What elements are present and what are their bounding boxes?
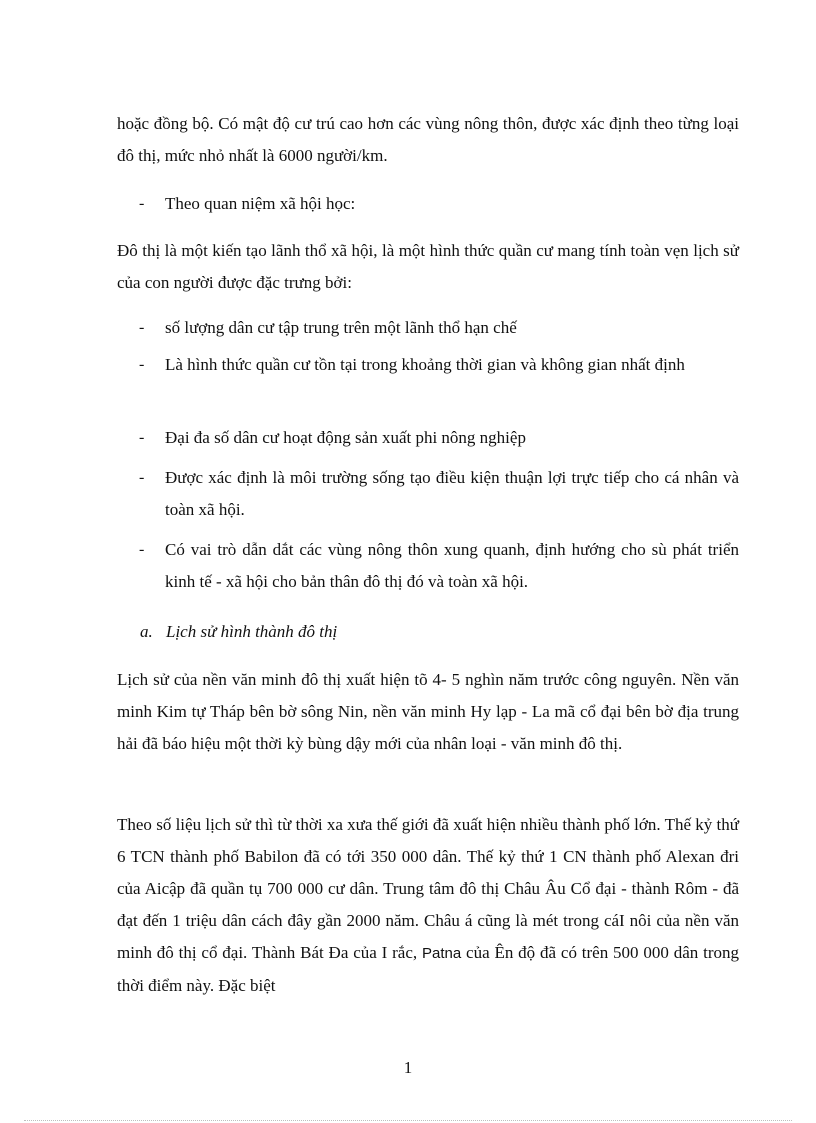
bullet-dash-icon: - [139,429,145,446]
bullet-dash-icon: - [139,319,145,336]
section-heading [140,616,337,648]
bullet-dash-icon: - [139,356,145,373]
page-bottom-divider [24,1120,792,1121]
bullet-dash-icon: - [139,195,145,212]
page-number: 1 [403,1058,413,1077]
bullet-text: Được xác định là môi trường sống tạo điều kiện thuận lợi trực tiếp cho cá nhân và toàn xã hội. [165,468,739,519]
bullet-text: Đại đa số dân cư hoạt động sản xuất phi nông nghiệp [165,428,526,447]
section-letter: a. [140,622,153,641]
paragraph-history: Lịch sử của nền văn minh đô thị xuất hiện tõ 4- 5 nghìn năm trước công nguyên. Nền văn minh Kim tự Tháp bên bờ sông Nin, nền văn minh Hy lạp - La mã cổ đại bên bờ địa trung hải đã báo hiệu một thời kỳ bùng dậy mới của nhân loại - văn minh đô thị. [117,670,739,753]
paragraph-density: hoặc đồng bộ. Có mật độ cư trú cao hơn các vùng nông thôn, được xác định theo từng loại đô thị, mức nhỏ nhất là 6000 người/km. [117,114,739,165]
paragraph-text: của Ên độ đã có trên 500 000 dân trong thời điểm này. Đặc biệt [117,943,739,995]
bullet-text: Là hình thức quần cư tồn tại trong khoảng thời gian và không gian nhất định [165,355,685,374]
paragraph-text: Theo số liệu lịch sử thì từ thời xa xưa thế giới đã xuất hiện nhiều thành phố lớn. Thế kỷ thứ 6 TCN thành phố Babilon đã có tới 350 000 dân. Thế kỷ thứ 1 CN thành phố Alexan đri của Aicập đã quần tụ 700 000 cư dân. Trung tâm đô thị Châu Âu Cổ đại - thành Rôm - đã đạt đến 1 triệu dân cách đây gần 2000 năm. Châu á cũng là mét trong cáI nôi của nền văn minh đô thị cổ đại. Thành Bát Đa của I rắc, [117,815,739,962]
paragraph-definition: Đô thị là một kiến tạo lãnh thổ xã hội, là một hình thức quần cư mang tính toàn vẹn lịch sử của con người được đặc trưng bởi: [117,241,739,292]
section-title: Lịch sử hình thành đô thị [166,622,338,641]
bullet-text: Có vai trò dẫn dắt các vùng nông thôn xung quanh, định hướng cho sù phát triển kinh tế - xã hội cho bản thân đô thị đó và toàn xã hội. [165,540,739,591]
bullet-text: Theo quan niệm xã hội học: [165,194,356,213]
bullet-dash-icon: - [139,469,145,486]
bullet-dash-icon: - [139,541,145,558]
bullet-text: số lượng dân cư tập trung trên một lãnh thổ hạn chế [165,318,517,337]
city-name-patna: Patna [421,945,462,962]
paragraph-ancient-cities [117,809,739,1002]
